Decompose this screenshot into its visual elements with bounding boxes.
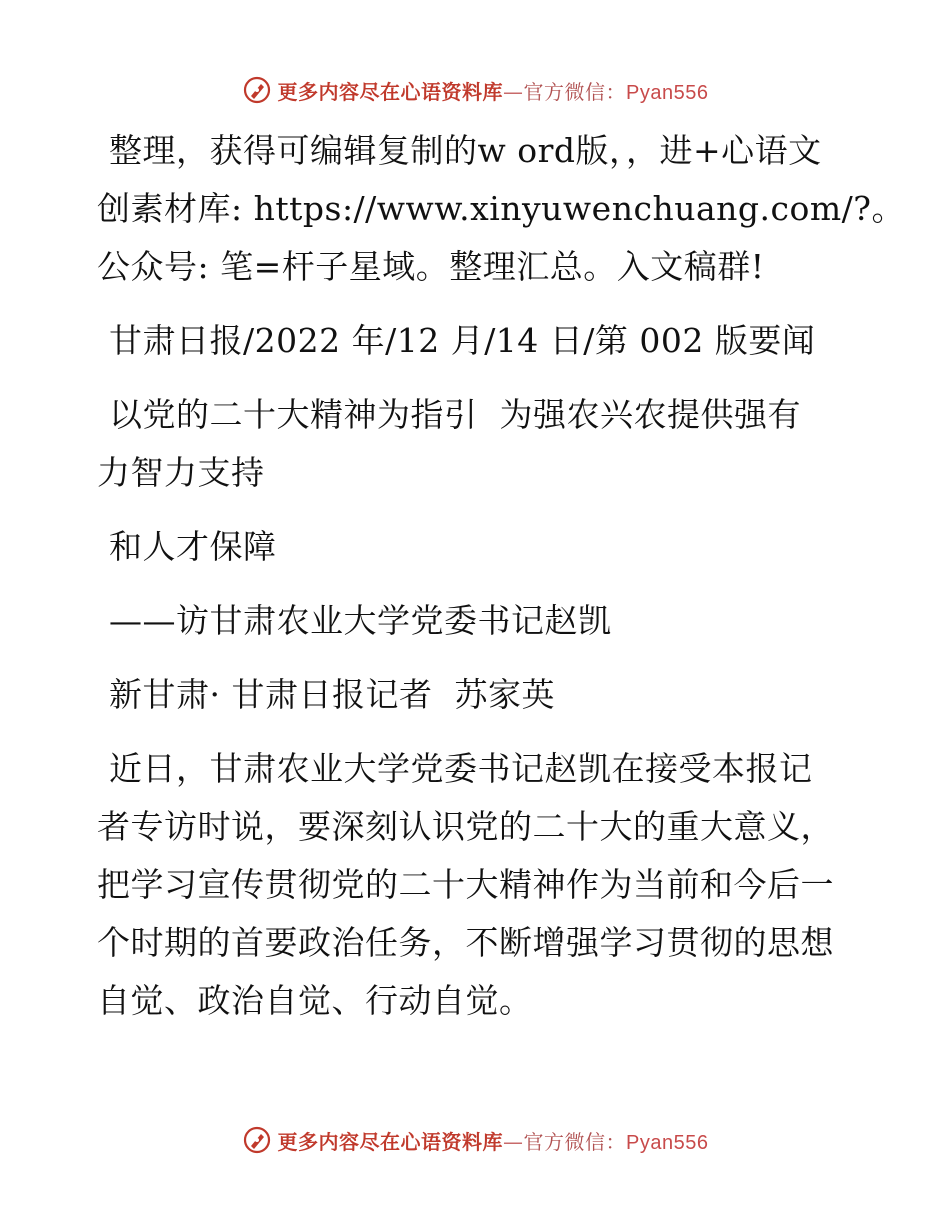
promo-line-1: 整理，获得可编辑复制的w ord版，，进+心语文 — [109, 131, 822, 170]
pen-logo-icon — [242, 75, 272, 105]
body-line-4: 个时期的首要政治任务，不断增强学习贯彻的思想 — [97, 923, 834, 962]
promo-line-2: 创素材库: https://www.xinyuwenchuang.com/?。 — [97, 189, 905, 228]
banner-text — [278, 76, 709, 105]
banner-wechat-id: Pyan556 — [626, 1131, 709, 1154]
banner-library-text: 更多内容尽在心语资料库 — [277, 1129, 504, 1154]
source-line: 甘肃日报/2022 年/12 月/14 日/第 002 版要闻 — [109, 321, 816, 360]
banner-dash: — — [503, 79, 524, 104]
title-line-2: 力智力支持 — [97, 453, 265, 492]
banner-text — [278, 1126, 709, 1155]
title-continuation: 和人才保障 — [109, 527, 277, 566]
header-watermark-banner — [0, 70, 950, 110]
body-line-2: 者专访时说，要深刻认识党的二十大的重大意义， — [97, 807, 834, 846]
byline: 新甘肃· 甘肃日报记者 苏家英 — [109, 675, 555, 714]
banner-wechat-label: 官方微信： — [523, 1129, 627, 1154]
body-line-5: 自觉、政治自觉、行动自觉。 — [97, 981, 533, 1020]
banner-library-text: 更多内容尽在心语资料库 — [277, 79, 504, 104]
title-line-1: 以党的二十大精神为指引 为强农兴农提供强有 — [109, 395, 801, 434]
footer-watermark-banner — [0, 1120, 950, 1160]
subtitle: ——访甘肃农业大学党委书记赵凯 — [109, 601, 612, 640]
banner-dash: — — [503, 1129, 524, 1154]
document-body — [97, 122, 905, 1030]
banner-wechat-id: Pyan556 — [626, 81, 709, 104]
promo-line-3: 公众号: 笔=杆子星域。整理汇总。入文稿群! — [97, 247, 765, 286]
banner-wechat-label: 官方微信： — [523, 79, 627, 104]
body-line-3: 把学习宣传贯彻党的二十大精神作为当前和今后一 — [97, 865, 834, 904]
pen-logo-icon — [242, 1125, 272, 1155]
body-line-1: 近日，甘肃农业大学党委书记赵凯在接受本报记 — [109, 749, 813, 788]
